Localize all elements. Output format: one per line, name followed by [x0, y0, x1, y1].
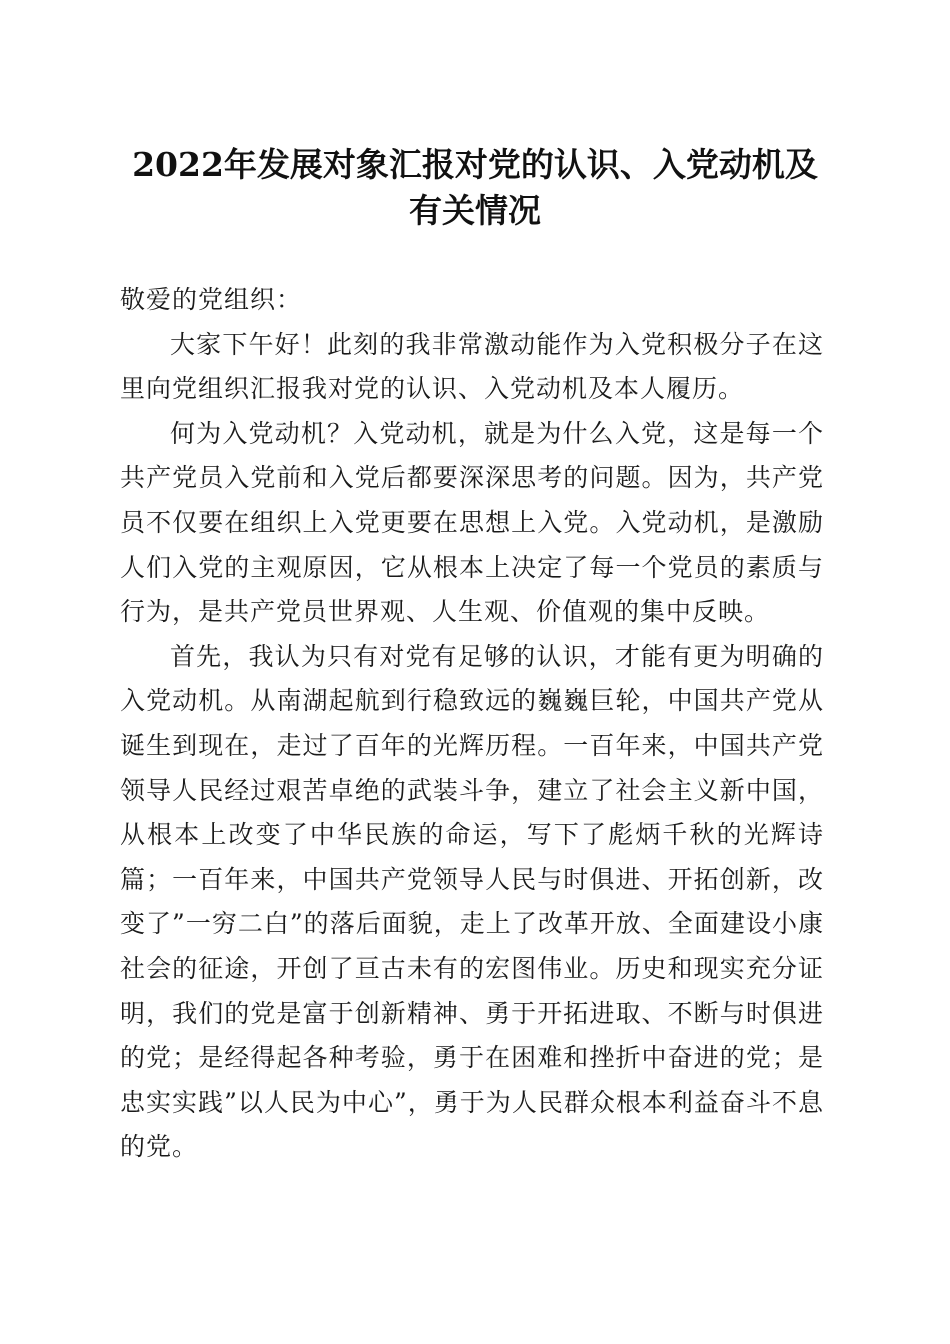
paragraph-party-history: 首先，我认为只有对党有足够的认识，才能有更为明确的入党动机。从南湖起航到行稳致远的巍巍巨轮，中国共产党从诞生到现在，走过了百年的光辉历程。一百年来，中国共产党领导人民经过艰苦卓绝的武装斗争，建立了社会主义新中国，从根本上改变了中华民族的命运，写下了彪炳千秋的光辉诗篇；一百年来，中国共产党领导人民与时俱进、开拓创新，改变了”一穷二白”的落后面貌，走上了改革开放、全面建设小康社会的征途，开创了亘古未有的宏图伟业。历史和现实充分证明，我们的党是富于创新精神、勇于开拓进取、不断与时俱进的党；是经得起各种考验，勇于在困难和挫折中奋进的党；是忠实实践”以人民为中心”，勇于为人民群众根本利益奋斗不息的党。: [120, 641, 824, 1162]
paragraph-motive-definition: 何为入党动机？入党动机，就是为什么入党，这是每一个共产党员入党前和入党后都要深深思考的问题。因为，共产党员不仅要在组织上入党更要在思想上入党。入党动机，是激励人们入党的主观原因，它从根本上决定了每一个党员的素质与行为，是共产党员世界观、人生观、价值观的集中反映。: [120, 418, 824, 627]
paragraph-greeting: 大家下午好！此刻的我非常激动能作为入党积极分子在这里向党组织汇报我对党的认识、入党动机及本人履历。: [120, 329, 824, 404]
salutation: 敬爱的党组织：: [120, 285, 303, 314]
document-title: 2022年发展对象汇报对党的认识、入党动机及有关情况: [132, 145, 818, 230]
document-body: [120, 278, 824, 1170]
